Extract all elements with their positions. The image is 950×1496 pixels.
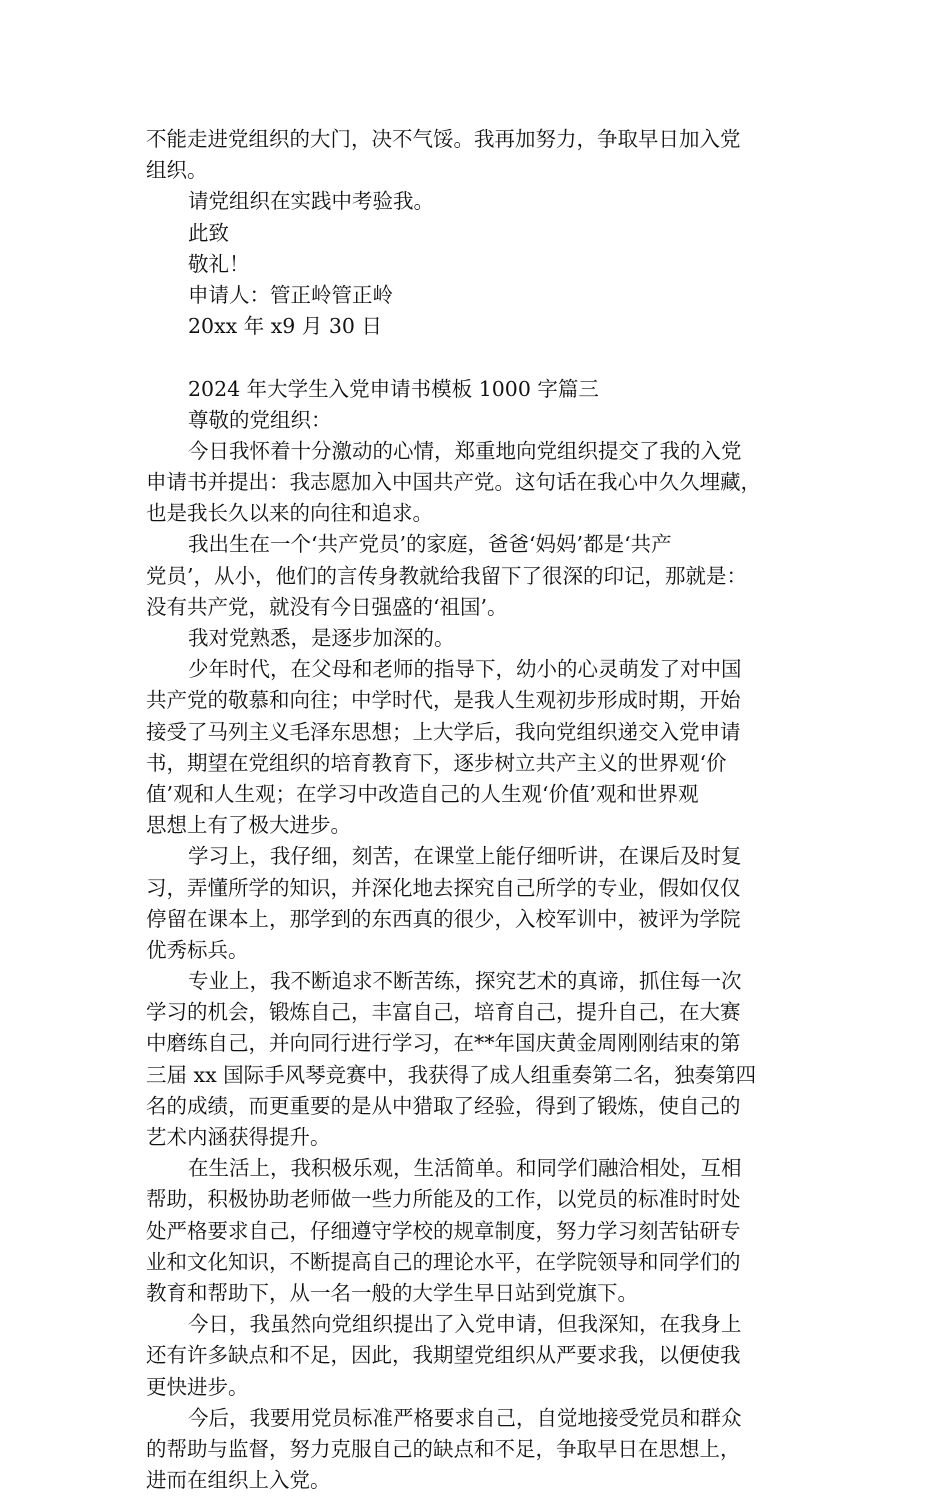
- text-line: 中磨练自己，并向同行进行学习，在**年国庆黄金周刚刚结束的第: [146, 1031, 741, 1056]
- text-line: 学习上，我仔细，刻苦，在课堂上能仔细听讲，在课后及时复: [188, 844, 742, 869]
- text-line: 尊敬的党组织：: [188, 407, 332, 432]
- text-line: 申请书并提出：我志愿加入中国共产党。这句话在我心中久久埋藏，: [146, 470, 761, 495]
- text-line: 少年时代，在父母和老师的指导下，幼小的心灵萌发了对中国: [188, 657, 742, 682]
- text-line: 组织。: [146, 158, 208, 183]
- text-line: 名的成绩，而更重要的是从中猎取了经验，得到了锻炼，使自己的: [146, 1093, 741, 1118]
- text-line: 党员’，从小，他们的言传身教就给我留下了很深的印记，那就是：: [146, 563, 748, 588]
- text-line: 艺术内涵获得提升。: [146, 1125, 331, 1149]
- text-line: 接受了马列主义毛泽东思想；上大学后，我向党组织递交入党申请: [146, 719, 741, 744]
- text-line: 没有共产党，就没有今日强盛的‘祖国’。: [146, 594, 508, 619]
- text-line: 敬礼！: [188, 251, 250, 276]
- text-line: 处严格要求自己，仔细遵守学校的规章制度，努力学习刻苦钻研专: [146, 1218, 741, 1243]
- text-line: 思想上有了极大进步。: [146, 813, 351, 838]
- text-line: 还有许多缺点和不足，因此，我期望党组织从严要求我，以便使我: [146, 1343, 741, 1368]
- text-line: 在生活上，我积极乐观，生活简单。和同学们融洽相处，互相: [188, 1156, 742, 1181]
- text-line: 我对党熟悉，是逐步加深的。: [188, 626, 455, 650]
- text-line: 2024 年大学生入党申请书模板 1000 字篇三: [188, 376, 599, 401]
- text-line: 优秀标兵。: [146, 937, 249, 962]
- blank-line: [146, 342, 826, 373]
- text-line: 此致: [188, 220, 229, 245]
- text-line: 请党组织在实践中考验我。: [188, 189, 434, 214]
- text-line: 今日我怀着十分激动的心情，郑重地向党组织提交了我的入党: [188, 438, 742, 463]
- text-line: 20xx 年 x9 月 30 日: [188, 314, 382, 339]
- text-line: 不能走进党组织的大门，决不气馁。我再加努力，争取早日加入党: [146, 127, 741, 151]
- text-line: 书，期望在党组织的培育教育下，逐步树立共产主义的世界观‘价: [146, 750, 727, 775]
- text-line: 更快进步。: [146, 1374, 249, 1399]
- text-line: 专业上，我不断追求不断苦练，探究艺术的真谛，抓住每一次: [188, 969, 742, 994]
- text-line: 共产党的敬慕和向往；中学时代，是我人生观初步形成时期，开始: [146, 688, 741, 713]
- text-line: 也是我长久以来的向往和追求。: [146, 501, 433, 526]
- text-line: 业和文化知识，不断提高自己的理论水平，在学院领导和同学们的: [146, 1249, 741, 1274]
- text-line: 今后，我要用党员标准严格要求自己，自觉地接受党员和群众: [188, 1405, 742, 1430]
- text-line: 教育和帮助下，从一名一般的大学生早日站到党旗下。: [146, 1280, 638, 1305]
- document-page: [146, 124, 826, 1496]
- text-line: 今日，我虽然向党组织提出了入党申请，但我深知，在我身上: [188, 1312, 742, 1337]
- text-line: 停留在课本上，那学到的东西真的很少，入校军训中，被评为学院: [146, 906, 741, 931]
- text-line: 值’观和人生观；在学习中改造自己的人生观‘价值’观和世界观: [146, 781, 699, 806]
- text-line: 帮助，积极协助老师做一些力所能及的工作，以党员的标准时时处: [146, 1187, 741, 1212]
- text-line: 进而在组织上入党。: [146, 1468, 331, 1493]
- text-line: 三届 xx 国际手风琴竞赛中，我获得了成人组重奏第二名，独奏第四: [146, 1062, 757, 1087]
- text-line: 的帮助与监督，努力克服自己的缺点和不足，争取早日在思想上，: [146, 1436, 741, 1461]
- text-line: 习，弄懂所学的知识，并深化地去探究自己所学的专业，假如仅仅: [146, 875, 741, 900]
- text-line: 申请人：管正岭管正岭: [188, 282, 393, 307]
- text-line: 学习的机会，锻炼自己，丰富自己，培育自己，提升自己，在大赛: [146, 1000, 741, 1025]
- text-line: 我出生在一个‘共产党员’的家庭，爸爸‘妈妈’都是‘共产: [188, 532, 672, 557]
